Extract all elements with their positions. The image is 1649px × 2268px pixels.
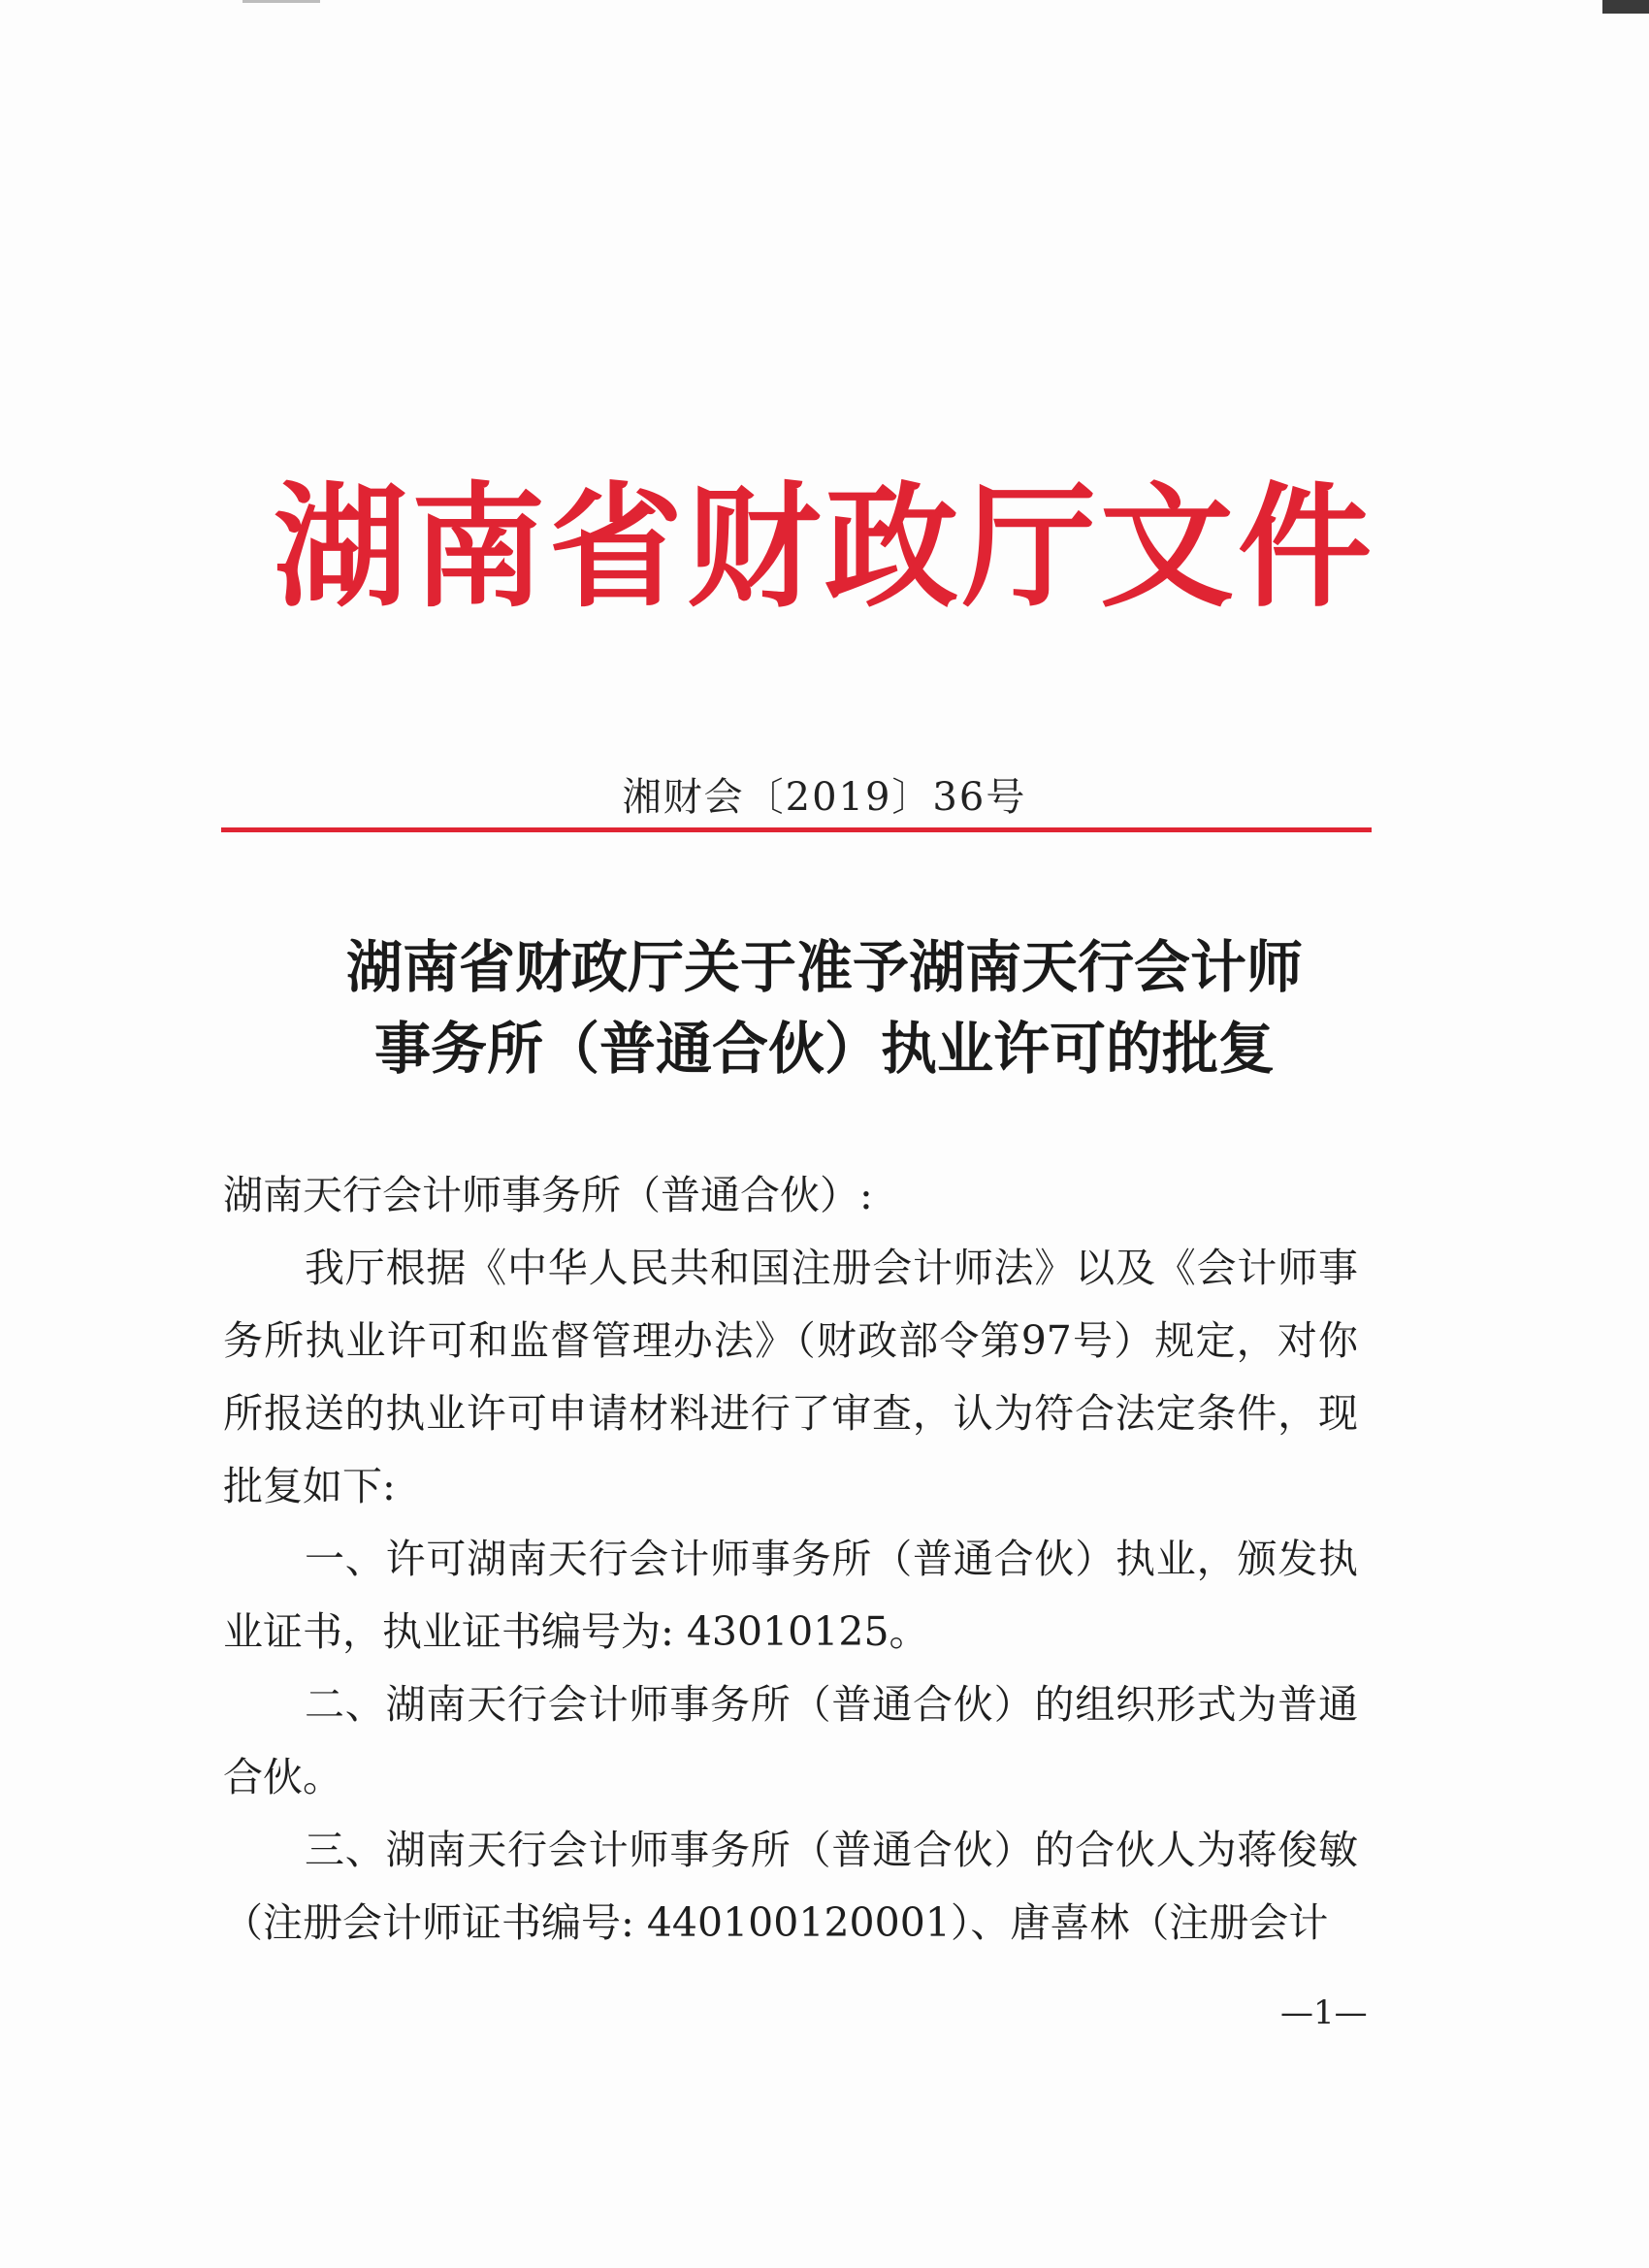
body-paragraph: 三、湖南天行会计师事务所（普通合伙）的合伙人为蒋俊敏（注册会计师证书编号: 440100120001）、唐喜林（注册会计 — [223, 1827, 1358, 1946]
document-header-title: 湖南省财政厅文件 — [273, 468, 1375, 626]
body-paragraph: 我厅根据《中华人民共和国注册会计师法》以及《会计师事务所执业许可和监督管理办法》（财政部令第97号）规定，对你所报送的执业许可申请材料进行了审查，认为符合法定条件，现批复如下: — [223, 1245, 1358, 1509]
body-paragraph: 二、湖南天行会计师事务所（普通合伙）的组织形式为普通合伙。 — [223, 1681, 1358, 1800]
document-title-line-1: 湖南省财政厅关于准予湖南天行会计师 — [345, 934, 1303, 1000]
document-body — [223, 1159, 1358, 1960]
red-divider-line — [221, 827, 1372, 832]
scan-edge-mark — [1602, 0, 1649, 14]
salutation: 湖南天行会计师事务所（普通合伙）: — [223, 1172, 873, 1218]
document-title-line-2: 事务所（普通合伙）执业许可的批复 — [373, 1016, 1275, 1082]
body-paragraph: 一、许可湖南天行会计师事务所（普通合伙）执业，颁发执业证书，执业证书编号为: 43010125。 — [223, 1536, 1358, 1655]
page-number: —1— — [1280, 1993, 1368, 2032]
document-number: 湘财会〔2019〕36号 — [622, 775, 1027, 820]
scan-edge-mark-left — [242, 0, 320, 3]
document-title — [0, 926, 1649, 1089]
